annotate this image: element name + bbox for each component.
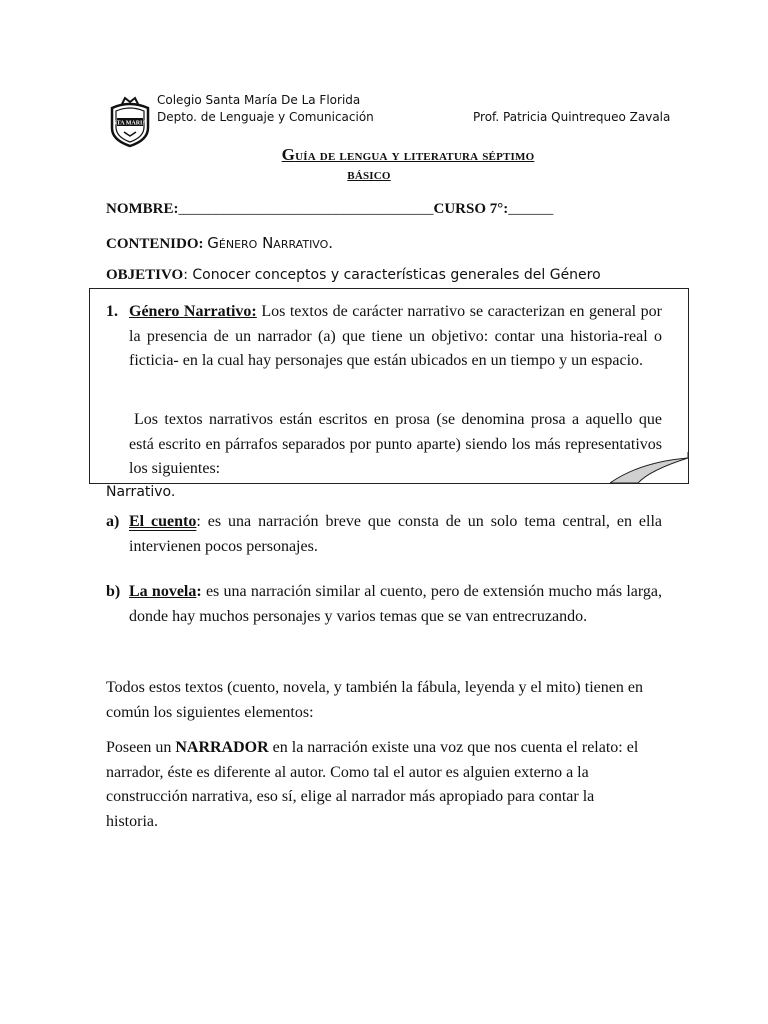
teacher-name: Prof. Patricia Quintrequeo Zavala [473,110,671,124]
content-row: CONTENIDO: Género Narrativo. [106,234,334,252]
objective-text-continued: Narrativo. [106,484,176,500]
content-label: CONTENIDO [106,236,199,252]
page-title-line2: básico [347,167,391,183]
course-blank: ______ [508,201,554,217]
school-name: Colegio Santa María De La Florida [157,93,361,107]
callout-first-paragraph [106,300,662,374]
page-title: Guía de lengua y literatura séptimo [281,145,535,164]
narrator-paragraph: Poseen un NARRADOR en la narración existe una voz que nos cuenta el relato: el narrador, éste es diferente al autor. Como tal el autor es alguien externo a la construcción narrativa, eso sí, elige al narrador más apropiado para contar la historia. [106,739,639,830]
department-name: Depto. de Lenguaje y Comunicación [157,110,374,124]
common-elements-paragraph: Todos estos textos (cuento, novela, y también la fábula, leyenda y el mito) tienen en común los siguientes elementos: [106,679,643,721]
definition-text: Los textos de carácter narrativo se caracterizan en general por la presencia de un narrador (a) que tiene un objetivo: contar una historia-real o ficticia- en la cual hay personajes que están ubicados en un tiempo y un espacio. [129,303,662,369]
name-label: NOMBRE: [106,201,179,217]
list-item-cuento: a) El cuento: es una narración breve que consta de un solo tema central, en ella intervienen pocos personajes. [106,513,662,555]
svg-text:STA MARIA: STA MARIA [113,120,147,127]
objective-label: OBJETIVO [106,267,184,283]
list-item-novela: b) La novela: es una narración similar al cuento, pero de extensión mucho más larga, donde hay muchos personajes y varios temas que se van entrecruzando. [106,583,663,625]
objective-row [106,267,601,284]
course-label: CURSO 7°: [433,201,509,217]
school-crest-logo [106,94,154,148]
term-cuento: El cuento [129,513,197,530]
objective-text: : Conocer conceptos y características generales del Género [183,267,601,283]
name-course-row [106,201,553,218]
name-blank: __________________________________ [178,201,434,217]
content-value: Género Narrativo. [207,234,334,252]
list-number: 1. [106,303,118,320]
callout-second-paragraph: Los textos narrativos están escritos en prosa (se denomina prosa a aquello que está escrito en párrafos separados por punto aparte) siendo los más representativos los siguientes: [129,411,662,477]
term-genero-narrativo: Género Narrativo: [129,303,257,320]
narrator-term: NARRADOR [175,739,269,756]
term-novela: La novela [129,583,197,600]
